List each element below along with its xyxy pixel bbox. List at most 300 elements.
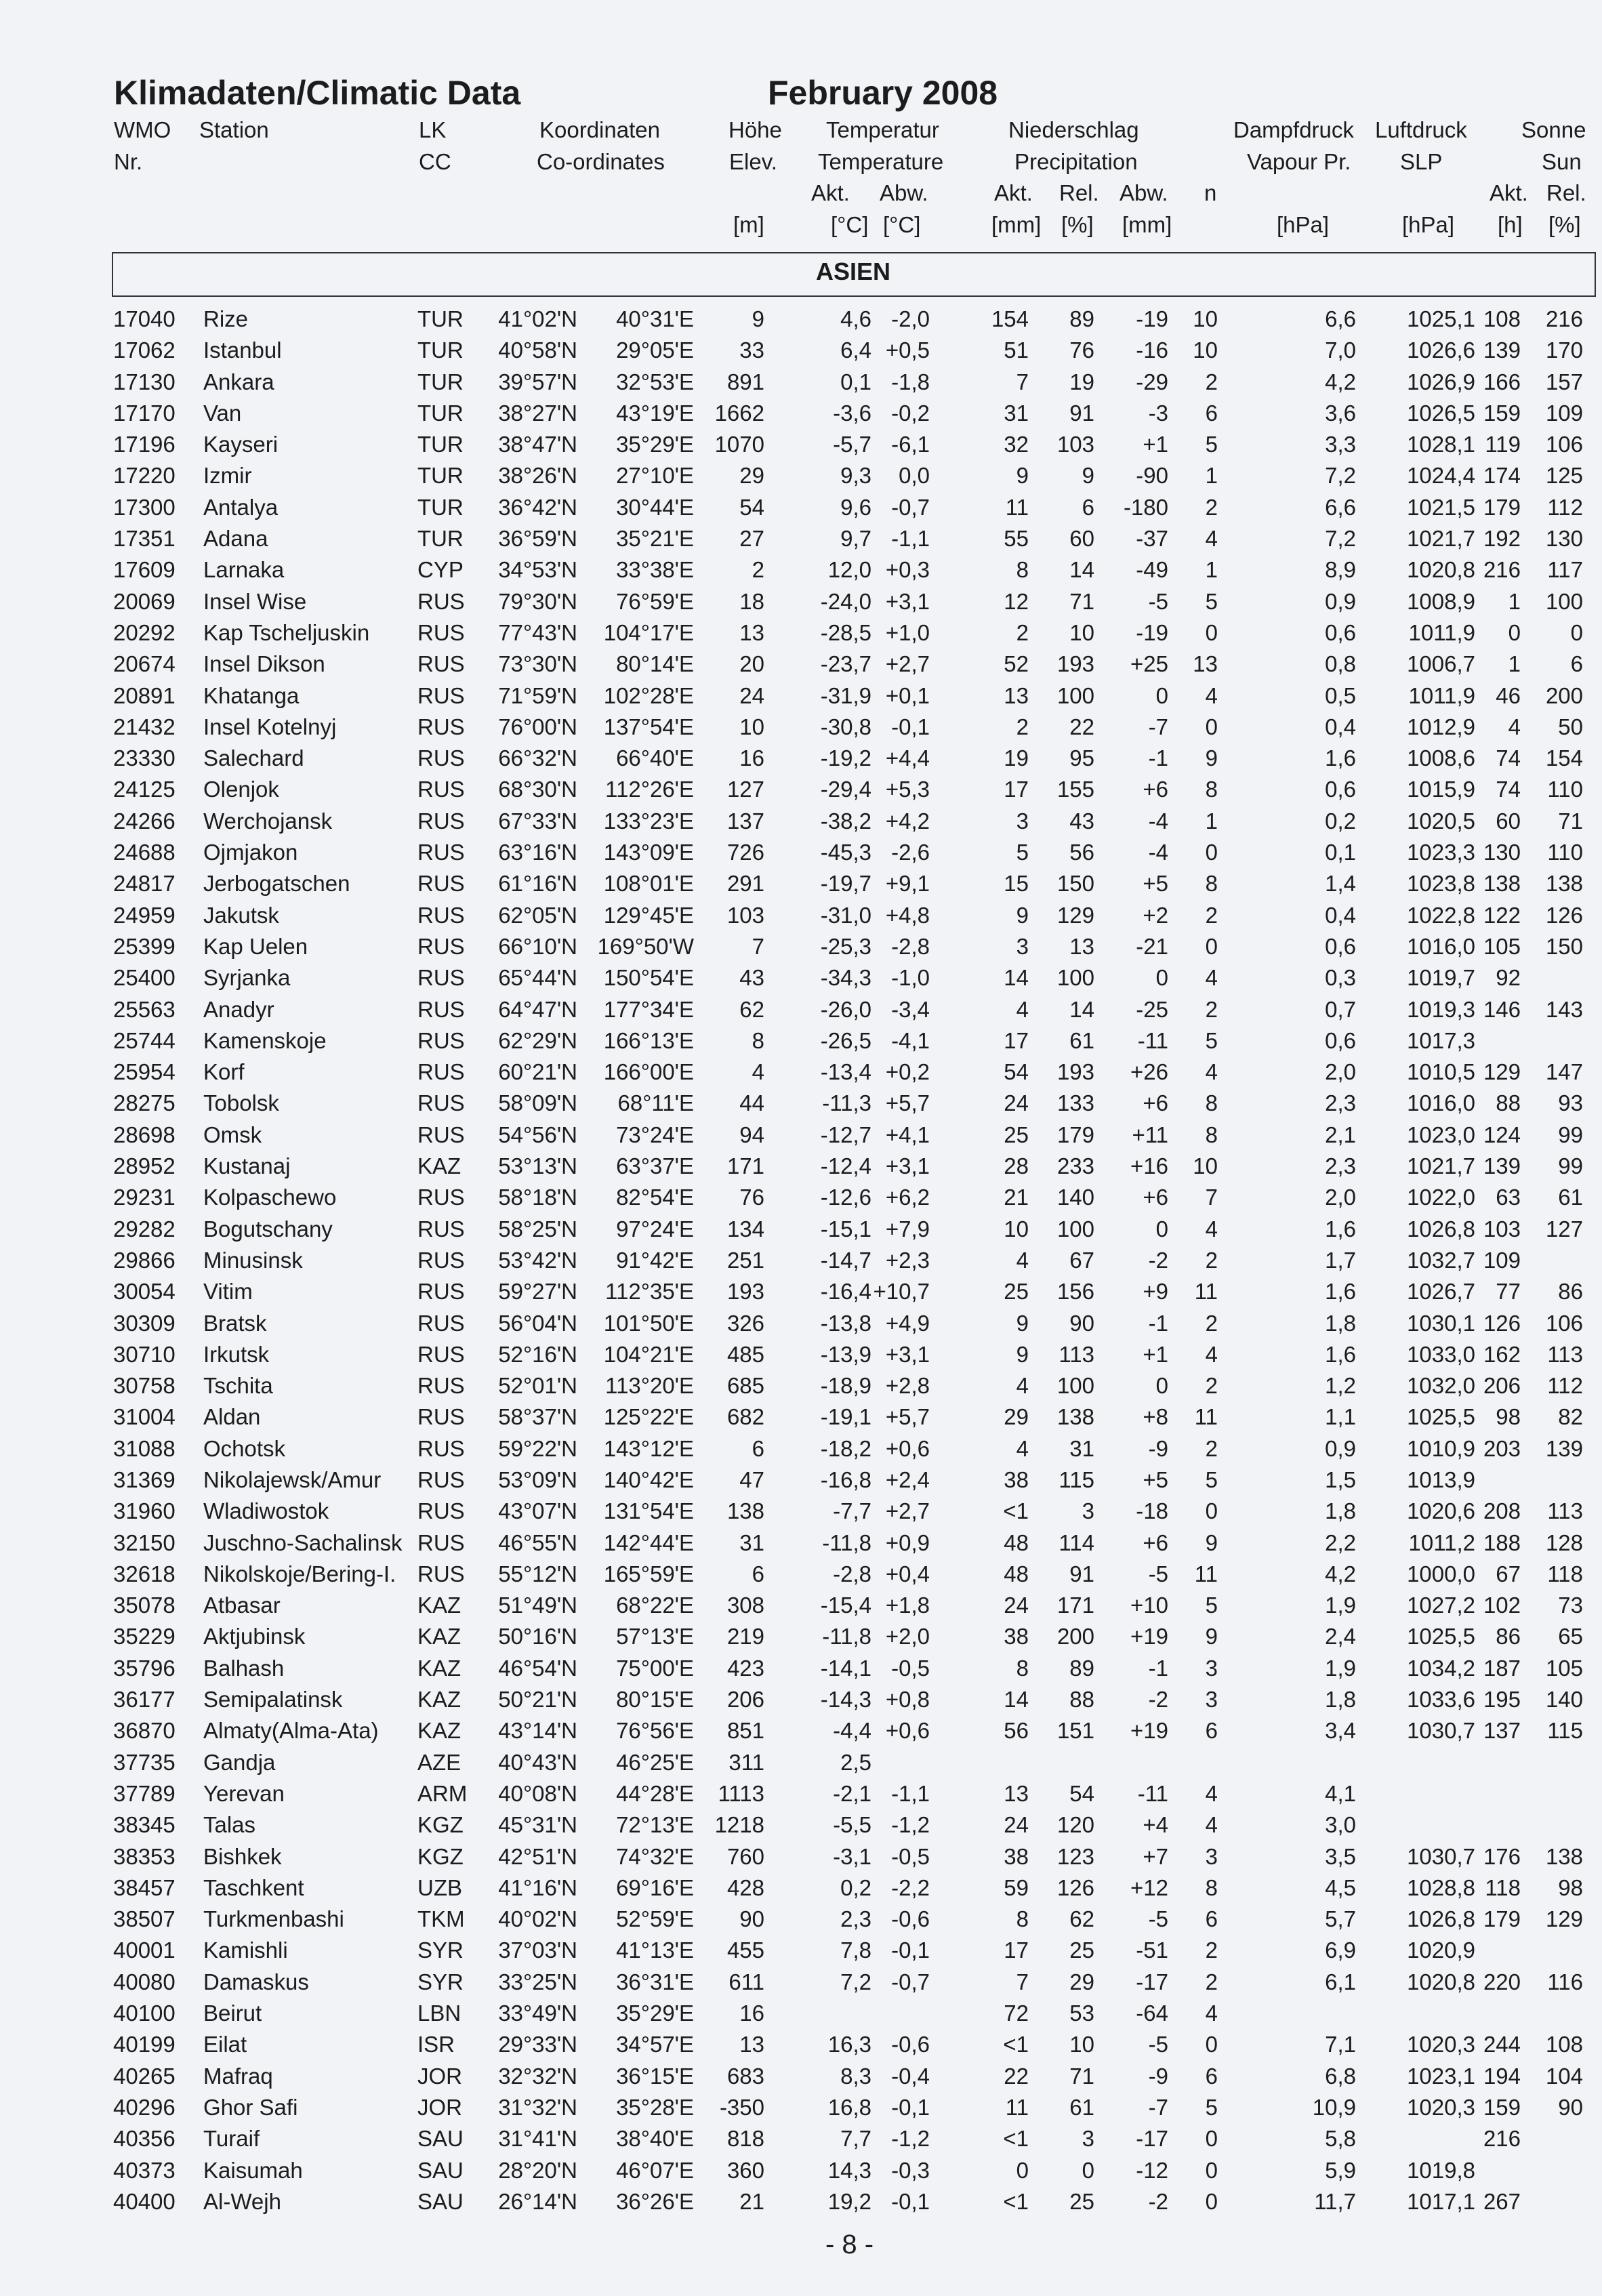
sea-level-pressure-cell: 1032,0 [1407, 1373, 1475, 1399]
sea-level-pressure-cell: 1026,8 [1407, 1216, 1475, 1242]
precipitation-rel-cell: 95 [1069, 745, 1094, 771]
precipitation-akt-cell: 5 [1016, 840, 1029, 865]
station-cell: Al-Wejh [203, 2188, 281, 2214]
sunshine-rel-cell: 200 [1545, 682, 1583, 708]
precipitation-rel-cell: 103 [1056, 432, 1094, 457]
sea-level-pressure-cell: 1024,4 [1407, 463, 1475, 489]
precipitation-abw-cell: +4 [1143, 1812, 1168, 1838]
temperature-akt-cell: -5,5 [833, 1812, 871, 1838]
table-row [0, 931, 1602, 962]
header-prec-akt-unit: [mm] [991, 212, 1042, 237]
elevation-cell: 29 [739, 463, 764, 489]
temperature-akt-cell: 16,8 [827, 2094, 871, 2120]
country-code-cell: ARM [417, 1780, 468, 1806]
precipitation-days-cell: 2 [1205, 996, 1218, 1022]
elevation-cell: 44 [739, 1090, 764, 1116]
longitude-cell: 166°13'E [603, 1027, 694, 1053]
vapour-pressure-cell: 6,6 [1325, 494, 1356, 520]
temperature-akt-cell: 8,3 [840, 2063, 871, 2089]
elevation-cell: 47 [739, 1467, 764, 1492]
station-cell: Jakutsk [203, 902, 279, 928]
vapour-pressure-cell: 6,9 [1325, 1938, 1356, 1963]
sunshine-akt-cell: 159 [1483, 400, 1521, 426]
elevation-cell: 291 [726, 871, 764, 897]
vapour-pressure-cell: 4,5 [1325, 1874, 1356, 1900]
vapour-pressure-cell: 1,2 [1325, 1373, 1356, 1399]
header-cc: CC [419, 149, 451, 174]
sea-level-pressure-cell: 1008,9 [1407, 588, 1475, 614]
station-cell: Yerevan [203, 1780, 285, 1806]
station-cell: Korf [203, 1059, 245, 1085]
precipitation-rel-cell: 10 [1069, 2032, 1094, 2057]
temperature-abw-cell: +3,1 [885, 1341, 930, 1367]
vapour-pressure-cell: 6,6 [1325, 306, 1356, 331]
precipitation-rel-cell: 9 [1082, 463, 1094, 489]
header-wmo: WMO [114, 117, 171, 142]
vapour-pressure-cell: 3,0 [1325, 1812, 1356, 1838]
sunshine-rel-cell: 99 [1558, 1153, 1583, 1179]
precipitation-akt-cell: 56 [1004, 1718, 1029, 1744]
elevation-cell: 219 [726, 1624, 764, 1649]
table-row [0, 1245, 1602, 1276]
precipitation-akt-cell: 48 [1004, 1530, 1029, 1555]
sunshine-akt-cell: 146 [1483, 996, 1521, 1022]
latitude-cell: 54°56'N [498, 1122, 577, 1147]
precipitation-akt-cell: 4 [1016, 1435, 1029, 1461]
sea-level-pressure-cell: 1016,0 [1407, 1090, 1475, 1116]
longitude-cell: 112°26'E [605, 777, 694, 802]
table-row [0, 1088, 1602, 1119]
precipitation-days-cell: 5 [1205, 432, 1218, 457]
precipitation-akt-cell: 72 [1004, 2001, 1029, 2026]
station-cell: Minusinsk [203, 1247, 303, 1273]
temperature-abw-cell: -2,2 [891, 1874, 930, 1900]
precipitation-akt-cell: 7 [1016, 1969, 1029, 1994]
precipitation-days-cell: 2 [1205, 1310, 1218, 1336]
latitude-cell: 40°08'N [498, 1780, 577, 1806]
wmo-cell: 17300 [113, 494, 176, 520]
precipitation-akt-cell: 25 [1004, 1279, 1029, 1305]
temperature-akt-cell: 7,7 [840, 2126, 871, 2152]
table-row [0, 868, 1602, 899]
longitude-cell: 133°23'E [603, 808, 694, 834]
longitude-cell: 113°20'E [605, 1373, 694, 1399]
sunshine-akt-cell: 192 [1483, 526, 1521, 552]
precipitation-days-cell: 0 [1205, 1498, 1218, 1524]
sunshine-rel-cell: 90 [1558, 2094, 1583, 2120]
elevation-cell: 760 [726, 1843, 764, 1869]
table-row [0, 1182, 1602, 1213]
longitude-cell: 82°54'E [616, 1185, 694, 1210]
sea-level-pressure-cell: 1019,8 [1407, 2157, 1475, 2183]
precipitation-akt-cell: 3 [1016, 933, 1029, 959]
station-cell: Ghor Safi [203, 2094, 298, 2120]
table-row [0, 1433, 1602, 1464]
wmo-cell: 17351 [113, 526, 176, 552]
elevation-cell: 138 [726, 1498, 764, 1524]
temperature-akt-cell: -12,6 [820, 1185, 871, 1210]
vapour-pressure-cell: 10,9 [1312, 2094, 1356, 2120]
precipitation-days-cell: 0 [1205, 2126, 1218, 2152]
precipitation-days-cell: 4 [1205, 1216, 1218, 1242]
temperature-abw-cell: +3,1 [885, 1153, 930, 1179]
country-code-cell: RUS [417, 902, 465, 928]
sea-level-pressure-cell: 1020,3 [1407, 2094, 1475, 2120]
precipitation-abw-cell: -4 [1148, 840, 1168, 865]
sea-level-pressure-cell: 1020,3 [1407, 2032, 1475, 2057]
precipitation-days-cell: 10 [1193, 337, 1218, 363]
table-row [0, 2029, 1602, 2060]
country-code-cell: KAZ [417, 1624, 461, 1649]
sunshine-akt-cell: 1 [1508, 588, 1521, 614]
precipitation-days-cell: 2 [1205, 902, 1218, 928]
wmo-cell: 25563 [113, 996, 176, 1022]
temperature-abw-cell: -0,7 [891, 494, 930, 520]
table-row [0, 1496, 1602, 1527]
latitude-cell: 55°12'N [498, 1561, 577, 1586]
station-cell: Kamishli [203, 1938, 288, 1963]
precipitation-akt-cell: 19 [1004, 745, 1029, 771]
header-temp-akt-unit: [°C] [831, 212, 869, 237]
sunshine-rel-cell: 106 [1545, 432, 1583, 457]
vapour-pressure-cell: 4,2 [1325, 369, 1356, 394]
header-lk: LK [419, 117, 447, 142]
temperature-akt-cell: -26,5 [820, 1027, 871, 1053]
country-code-cell: TUR [417, 400, 464, 426]
longitude-cell: 63°37'E [616, 1153, 694, 1179]
precipitation-akt-cell: 24 [1004, 1593, 1029, 1618]
wmo-cell: 35078 [113, 1593, 176, 1618]
temperature-akt-cell: -19,1 [820, 1404, 871, 1430]
country-code-cell: RUS [417, 808, 465, 834]
precipitation-abw-cell: -18 [1136, 1498, 1168, 1524]
table-row [0, 2092, 1602, 2123]
temperature-abw-cell: -0,5 [891, 1655, 930, 1681]
temperature-akt-cell: -3,1 [833, 1843, 871, 1869]
temperature-akt-cell: 14,3 [827, 2157, 871, 2183]
latitude-cell: 58°18'N [498, 1185, 577, 1210]
precipitation-akt-cell: 25 [1004, 1122, 1029, 1147]
wmo-cell: 29282 [113, 1216, 176, 1242]
sunshine-akt-cell: 86 [1496, 1624, 1521, 1649]
sunshine-rel-cell: 150 [1545, 933, 1583, 959]
sunshine-akt-cell: 166 [1483, 369, 1521, 394]
sunshine-rel-cell: 138 [1545, 871, 1583, 897]
sea-level-pressure-cell: 1025,5 [1407, 1624, 1475, 1649]
sunshine-akt-cell: 46 [1496, 682, 1521, 708]
precipitation-abw-cell: +25 [1130, 651, 1168, 677]
temperature-abw-cell: -0,5 [891, 1843, 930, 1869]
country-code-cell: RUS [417, 745, 465, 771]
temperature-abw-cell: +0,6 [885, 1435, 930, 1461]
precipitation-days-cell: 6 [1205, 1718, 1218, 1744]
sea-level-pressure-cell: 1006,7 [1407, 651, 1475, 677]
precipitation-rel-cell: 14 [1069, 557, 1094, 583]
longitude-cell: 165°59'E [603, 1561, 694, 1586]
longitude-cell: 68°11'E [617, 1090, 694, 1116]
elevation-cell: 485 [726, 1341, 764, 1367]
temperature-akt-cell: 6,4 [840, 337, 871, 363]
table-row [0, 1715, 1602, 1746]
wmo-cell: 29231 [113, 1185, 176, 1210]
temperature-abw-cell: +1,8 [885, 1593, 930, 1618]
station-cell: Larnaka [203, 557, 285, 583]
sunshine-akt-cell: 220 [1483, 1969, 1521, 1994]
vapour-pressure-cell: 2,0 [1325, 1059, 1356, 1085]
precipitation-days-cell: 0 [1205, 714, 1218, 739]
precipitation-rel-cell: 31 [1069, 1435, 1094, 1461]
temperature-abw-cell: -3,4 [891, 996, 930, 1022]
precipitation-akt-cell: <1 [1003, 2188, 1029, 2214]
precipitation-abw-cell: -17 [1136, 2126, 1168, 2152]
table-row [0, 2061, 1602, 2092]
vapour-pressure-cell: 0,4 [1325, 714, 1356, 739]
temperature-akt-cell: -11,8 [822, 1530, 871, 1555]
header-elev-en: Elev. [729, 149, 777, 174]
vapour-pressure-cell: 0,9 [1325, 1435, 1356, 1461]
latitude-cell: 36°42'N [498, 494, 577, 520]
elevation-cell: 685 [726, 1373, 764, 1399]
longitude-cell: 27°10'E [616, 463, 694, 489]
table-row [0, 586, 1602, 617]
precipitation-akt-cell: <1 [1003, 2032, 1029, 2057]
elevation-cell: 1662 [714, 400, 764, 426]
wmo-cell: 37789 [113, 1780, 176, 1806]
sunshine-rel-cell: 0 [1570, 619, 1583, 645]
vapour-pressure-cell: 2,1 [1325, 1122, 1356, 1147]
sunshine-rel-cell: 105 [1545, 1655, 1583, 1681]
table-row [0, 806, 1602, 837]
sunshine-akt-cell: 179 [1483, 1906, 1521, 1932]
temperature-akt-cell: -5,7 [833, 432, 871, 457]
header-vp-de: Dampfdruck [1233, 117, 1354, 142]
temperature-abw-cell: -1,2 [891, 2126, 930, 2152]
elevation-cell: 682 [726, 1404, 764, 1430]
precipitation-abw-cell: -9 [1148, 1435, 1168, 1461]
country-code-cell: KAZ [417, 1687, 461, 1713]
wmo-cell: 20292 [113, 619, 176, 645]
sunshine-rel-cell: 140 [1545, 1687, 1583, 1713]
latitude-cell: 65°44'N [498, 965, 577, 991]
country-code-cell: KGZ [417, 1812, 464, 1838]
sunshine-akt-cell: 67 [1496, 1561, 1521, 1586]
wmo-cell: 32150 [113, 1530, 176, 1555]
precipitation-abw-cell: -19 [1136, 619, 1168, 645]
table-row [0, 1025, 1602, 1057]
sunshine-akt-cell: 203 [1483, 1435, 1521, 1461]
longitude-cell: 75°00'E [616, 1655, 694, 1681]
country-code-cell: RUS [417, 1059, 465, 1085]
latitude-cell: 62°05'N [498, 902, 577, 928]
station-cell: Nikolajewsk/Amur [203, 1467, 382, 1492]
sunshine-rel-cell: 138 [1545, 1843, 1583, 1869]
station-cell: Tschita [203, 1373, 273, 1399]
wmo-cell: 17040 [113, 306, 176, 331]
station-cell: Van [203, 400, 242, 426]
station-cell: Mafraq [203, 2063, 273, 2089]
sunshine-rel-cell: 6 [1570, 651, 1583, 677]
station-cell: Insel Wise [203, 588, 307, 614]
precipitation-akt-cell: 9 [1016, 902, 1029, 928]
table-row [0, 1967, 1602, 1998]
sunshine-akt-cell: 129 [1483, 1059, 1521, 1085]
station-cell: Insel Dikson [203, 651, 325, 677]
elevation-cell: 308 [726, 1593, 764, 1618]
temperature-akt-cell: 7,8 [840, 1938, 871, 1963]
sunshine-akt-cell: 74 [1496, 745, 1521, 771]
sea-level-pressure-cell: 1020,8 [1407, 1969, 1475, 1994]
vapour-pressure-cell: 1,4 [1325, 871, 1356, 897]
table-row [0, 1935, 1602, 1966]
precipitation-days-cell: 8 [1205, 1090, 1218, 1116]
header-sun-rel: Rel. [1546, 180, 1586, 205]
longitude-cell: 102°28'E [603, 682, 694, 708]
sea-level-pressure-cell: 1020,5 [1407, 808, 1475, 834]
page-number: - 8 - [825, 2230, 874, 2259]
precipitation-akt-cell: 2 [1016, 619, 1029, 645]
temperature-abw-cell: +4,1 [885, 1122, 930, 1147]
precipitation-rel-cell: 25 [1069, 2188, 1094, 2214]
table-row [0, 554, 1602, 586]
vapour-pressure-cell: 2,3 [1325, 1153, 1356, 1179]
precipitation-rel-cell: 67 [1069, 1247, 1094, 1273]
temperature-abw-cell: +5,7 [885, 1090, 930, 1116]
longitude-cell: 38°40'E [616, 2126, 694, 2152]
sunshine-akt-cell: 118 [1485, 1874, 1521, 1900]
precipitation-akt-cell: 12 [1004, 588, 1029, 614]
elevation-cell: 891 [726, 369, 764, 394]
temperature-akt-cell: 12,0 [827, 557, 871, 583]
temperature-abw-cell: +4,8 [885, 902, 930, 928]
latitude-cell: 56°04'N [498, 1310, 577, 1336]
vapour-pressure-cell: 1,8 [1325, 1310, 1356, 1336]
temperature-abw-cell: +2,8 [885, 1373, 930, 1399]
precipitation-rel-cell: 179 [1056, 1122, 1094, 1147]
country-code-cell: TUR [417, 494, 464, 520]
temperature-abw-cell: -0,6 [891, 1906, 930, 1932]
temperature-akt-cell: -24,0 [820, 588, 871, 614]
sunshine-rel-cell: 170 [1545, 337, 1583, 363]
temperature-akt-cell: -19,7 [820, 871, 871, 897]
precipitation-rel-cell: 113 [1059, 1341, 1094, 1367]
vapour-pressure-cell: 0,6 [1325, 1027, 1356, 1053]
temperature-akt-cell: -11,8 [822, 1624, 871, 1649]
temperature-abw-cell: +0,1 [885, 682, 930, 708]
precipitation-abw-cell: -11 [1137, 1027, 1168, 1053]
temperature-akt-cell: 7,2 [840, 1969, 871, 1994]
wmo-cell: 31004 [113, 1404, 176, 1430]
temperature-akt-cell: -15,4 [820, 1593, 871, 1618]
sunshine-rel-cell: 113 [1547, 1341, 1583, 1367]
longitude-cell: 137°54'E [603, 714, 694, 739]
table-row [0, 1621, 1602, 1652]
temperature-akt-cell: -15,1 [820, 1216, 871, 1242]
precipitation-akt-cell: 51 [1004, 337, 1029, 363]
station-cell: Turaif [203, 2126, 260, 2152]
country-code-cell: RUS [417, 996, 465, 1022]
precipitation-rel-cell: 19 [1069, 369, 1094, 394]
sunshine-akt-cell: 102 [1483, 1593, 1521, 1618]
sea-level-pressure-cell: 1026,8 [1407, 1906, 1475, 1932]
sea-level-pressure-cell: 1012,9 [1407, 714, 1475, 739]
wmo-cell: 24266 [113, 808, 176, 834]
longitude-cell: 69°16'E [616, 1874, 694, 1900]
latitude-cell: 33°25'N [498, 1969, 577, 1994]
sunshine-rel-cell: 93 [1558, 1090, 1583, 1116]
sunshine-akt-cell: 4 [1508, 714, 1521, 739]
latitude-cell: 33°49'N [498, 2001, 577, 2026]
vapour-pressure-cell: 0,3 [1325, 965, 1356, 991]
wmo-cell: 40001 [113, 1938, 176, 1963]
temperature-akt-cell: -16,4 [820, 1279, 871, 1305]
station-cell: Aldan [203, 1404, 261, 1430]
precipitation-abw-cell: -37 [1136, 526, 1168, 552]
table-row [0, 743, 1602, 774]
elevation-cell: 76 [739, 1185, 764, 1210]
precipitation-days-cell: 0 [1205, 619, 1218, 645]
station-cell: Semipalatinsk [203, 1687, 343, 1713]
temperature-akt-cell: -34,3 [820, 965, 871, 991]
table-row [0, 2123, 1602, 2154]
precipitation-akt-cell: 54 [1004, 1059, 1029, 1085]
sea-level-pressure-cell: 1021,5 [1407, 494, 1475, 520]
precipitation-akt-cell: 4 [1016, 1247, 1029, 1273]
precipitation-rel-cell: 193 [1056, 651, 1094, 677]
sunshine-akt-cell: 1 [1508, 651, 1521, 677]
wmo-cell: 24125 [113, 777, 176, 802]
precipitation-abw-cell: -1 [1148, 1655, 1168, 1681]
precipitation-days-cell: 5 [1205, 1467, 1218, 1492]
country-code-cell: RUS [417, 1090, 465, 1116]
sunshine-rel-cell: 112 [1547, 494, 1583, 520]
sea-level-pressure-cell: 1010,5 [1407, 1059, 1475, 1085]
elevation-cell: 1218 [714, 1812, 764, 1838]
sunshine-rel-cell: 100 [1545, 588, 1583, 614]
sea-level-pressure-cell: 1023,8 [1407, 871, 1475, 897]
latitude-cell: 38°27'N [498, 400, 577, 426]
precipitation-abw-cell: -5 [1148, 2032, 1168, 2057]
sunshine-akt-cell: 0 [1508, 619, 1521, 645]
country-code-cell: SAU [417, 2188, 464, 2214]
precipitation-akt-cell: 14 [1004, 1687, 1029, 1713]
latitude-cell: 53°09'N [498, 1467, 577, 1492]
station-cell: Adana [203, 526, 268, 552]
precipitation-rel-cell: 155 [1056, 777, 1094, 802]
temperature-abw-cell: +2,0 [885, 1624, 930, 1649]
longitude-cell: 104°17'E [603, 619, 694, 645]
wmo-cell: 21432 [113, 714, 176, 739]
elevation-cell: 455 [726, 1938, 764, 1963]
sunshine-rel-cell: 157 [1545, 369, 1583, 394]
longitude-cell: 112°35'E [605, 1279, 694, 1305]
precipitation-rel-cell: 115 [1059, 1467, 1094, 1492]
vapour-pressure-cell: 0,7 [1325, 996, 1356, 1022]
precipitation-rel-cell: 233 [1056, 1153, 1094, 1179]
vapour-pressure-cell: 7,1 [1325, 2032, 1356, 2057]
elevation-cell: 360 [726, 2157, 764, 2183]
sunshine-rel-cell: 118 [1547, 1561, 1583, 1586]
vapour-pressure-cell: 7,2 [1325, 526, 1356, 552]
latitude-cell: 38°47'N [498, 432, 577, 457]
country-code-cell: RUS [417, 1404, 465, 1430]
precipitation-abw-cell: +11 [1132, 1122, 1168, 1147]
station-cell: Ankara [203, 369, 274, 394]
header-slp-unit: [hPa] [1402, 212, 1455, 237]
sunshine-akt-cell: 108 [1483, 306, 1521, 331]
wmo-cell: 35796 [113, 1655, 176, 1681]
temperature-akt-cell: -38,2 [820, 808, 871, 834]
table-row [0, 2186, 1602, 2217]
